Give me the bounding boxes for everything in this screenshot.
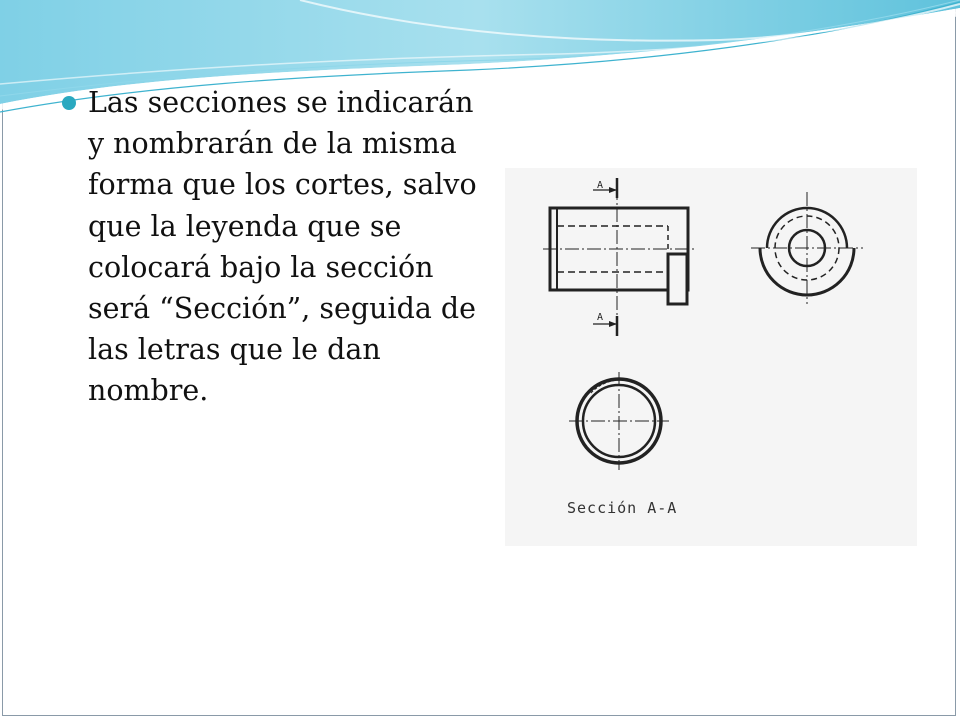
front-view xyxy=(543,178,695,336)
section-caption: Sección A-A xyxy=(567,499,678,517)
bullet-dot-icon xyxy=(62,96,76,110)
section-view xyxy=(569,372,669,470)
cut-label-bottom: A xyxy=(597,312,604,323)
section-drawing xyxy=(505,168,917,546)
bullet-text: Las secciones se indicarán y nombrarán de la misma forma que los cortes, salvo que la leyenda que se colocará bajo la sección será “Sección”, seguida de las letras que le dan nombre. xyxy=(88,86,477,408)
cut-label-top: A xyxy=(597,180,604,191)
side-view xyxy=(751,192,863,304)
